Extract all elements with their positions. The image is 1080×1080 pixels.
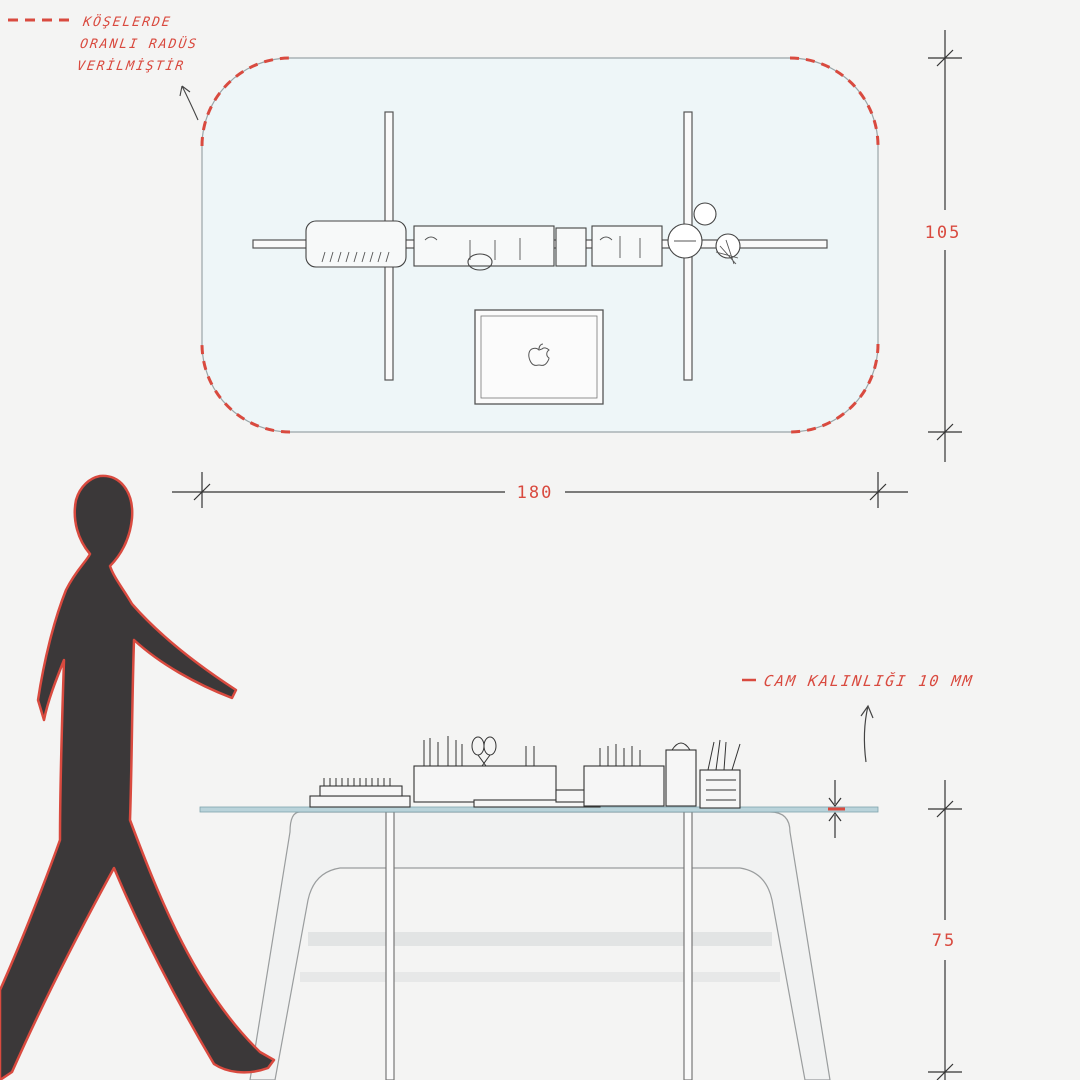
dimension-height	[928, 780, 962, 1080]
corner-note-line-2: ORANLI RADÜS	[79, 37, 200, 52]
glass-note-text: CAM KALINLIĞI 10 MM	[762, 672, 975, 690]
glass-note-arrow	[861, 706, 873, 762]
corner-radius-note	[75, 12, 202, 78]
human-scale-figure	[0, 476, 274, 1080]
dimension-height-label: 75	[931, 931, 957, 951]
corner-note-line-3: VERİLMİŞTİR	[75, 59, 187, 74]
desk-objects	[310, 750, 740, 808]
corner-note-line-1: KÖŞELERDE	[82, 15, 173, 30]
table-frame	[250, 812, 830, 1080]
dimension-depth	[928, 30, 962, 462]
dimension-depth-label: 105	[924, 223, 962, 243]
corner-note-arrow	[180, 86, 198, 120]
elevation-view	[200, 680, 962, 1080]
laptop	[475, 310, 603, 404]
plan-view	[202, 58, 878, 432]
glass-thickness-note	[762, 670, 975, 692]
elevation-glass-top	[200, 807, 878, 812]
dimension-width-label: 180	[516, 483, 554, 503]
